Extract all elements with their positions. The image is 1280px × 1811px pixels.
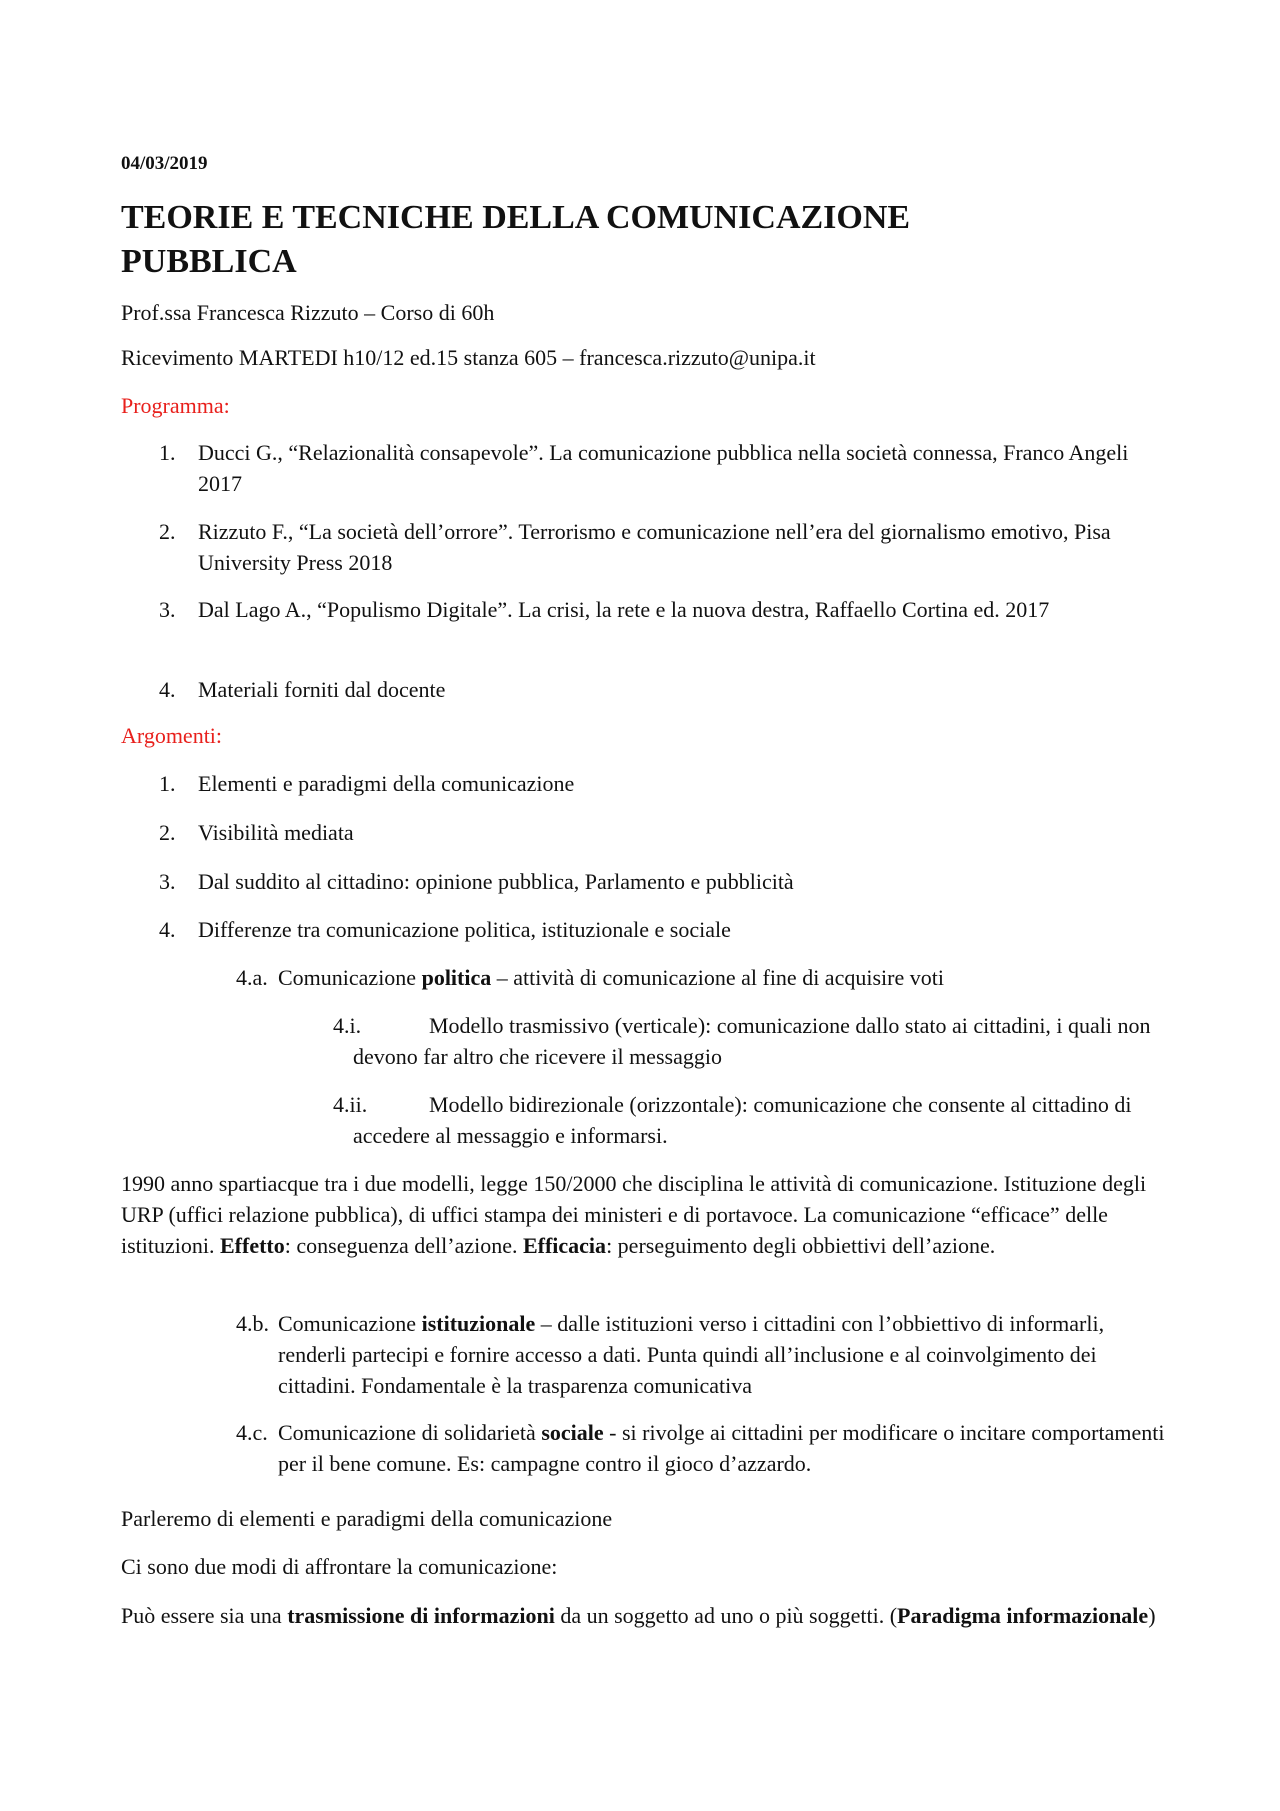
list-number: 2. bbox=[159, 519, 176, 544]
sub-number: 4.a. bbox=[236, 965, 268, 990]
office-hours-line: Ricevimento MARTEDI h10/12 ed.15 stanza 605 – francesca.rizzuto@unipa.it bbox=[121, 345, 816, 370]
list-number: 4. bbox=[159, 917, 176, 942]
list-text: Differenze tra comunicazione politica, istituzionale e sociale bbox=[198, 917, 731, 942]
professor-line: Prof.ssa Francesca Rizzuto – Corso di 60h bbox=[121, 300, 495, 325]
page-title: TEORIE E TECNICHE DELLA COMUNICAZIONE PUBBLICA bbox=[121, 199, 911, 280]
paragraph-parleremo: Parleremo di elementi e paradigmi della comunicazione bbox=[121, 1506, 613, 1531]
roman-number: 4.ii. bbox=[333, 1092, 368, 1117]
list-number: 1. bbox=[159, 771, 176, 796]
list-number: 1. bbox=[159, 440, 176, 465]
argomenti-heading: Argomenti: bbox=[121, 723, 223, 748]
sub-number: 4.c. bbox=[236, 1420, 268, 1445]
sub-number: 4.b. bbox=[236, 1311, 269, 1336]
list-text: Elementi e paradigmi della comunicazione bbox=[198, 771, 575, 796]
sub-text: Comunicazione di solidarietà sociale - si rivolge ai cittadini per modificare o incitare comportamenti per il bene comune. Es: campagne contro il gioco d’azzardo. bbox=[278, 1420, 1165, 1476]
paragraph-modi: Ci sono due modi di affrontare la comunicazione: bbox=[121, 1554, 558, 1579]
list-text: Visibilità mediata bbox=[198, 820, 354, 845]
roman-text: Modello bidirezionale (orizzontale): comunicazione che consente al cittadino di accedere al messaggio e informarsi. bbox=[353, 1092, 1132, 1148]
list-text: Dal Lago A., “Populismo Digitale”. La crisi, la rete e la nuova destra, Raffaello Cortina ed. 2017 bbox=[198, 597, 1050, 622]
list-text: Rizzuto F., “La società dell’orrore”. Terrorismo e comunicazione nell’era del giornalismo emotivo, Pisa University Press 2018 bbox=[198, 519, 1111, 575]
list-number: 3. bbox=[159, 869, 176, 894]
list-number: 2. bbox=[159, 820, 176, 845]
document-date: 04/03/2019 bbox=[121, 153, 208, 174]
programma-heading: Programma: bbox=[121, 393, 230, 418]
sub-text: Comunicazione istituzionale – dalle istituzioni verso i cittadini con l’obbiettivo di informarli, renderli partecipi e fornire accesso a dati. Punta quindi all’inclusione e al coinvolgimento dei cittadini. Fondamentale è la trasparenza comunicativa bbox=[278, 1311, 1105, 1398]
list-text: Ducci G., “Relazionalità consapevole”. La comunicazione pubblica nella società connessa, Franco Angeli 2017 bbox=[198, 440, 1129, 496]
sub-text: Comunicazione politica – attività di comunicazione al fine di acquisire voti bbox=[278, 965, 944, 990]
list-number: 3. bbox=[159, 597, 176, 622]
roman-text: Modello trasmissivo (verticale): comunicazione dallo stato ai cittadini, i quali non devono far altro che ricevere il messaggio bbox=[353, 1013, 1151, 1069]
list-text: Materiali forniti dal docente bbox=[198, 677, 446, 702]
paragraph-1990: 1990 anno spartiacque tra i due modelli, legge 150/2000 che disciplina le attività di comunicazione. Istituzione degli URP (uffici relazione pubblica), di uffici stampa dei ministeri e di portavoce. La comunicazione “efficace” delle istituzioni. Effetto: conseguenza dell’azione. Efficacia: perseguimento degli obbiettivi dell’azione. bbox=[121, 1171, 1147, 1258]
roman-number: 4.i. bbox=[333, 1013, 362, 1038]
list-text: Dal suddito al cittadino: opinione pubblica, Parlamento e pubblicità bbox=[198, 869, 794, 894]
list-number: 4. bbox=[159, 677, 176, 702]
paragraph-puo: Può essere sia una trasmissione di informazioni da un soggetto ad uno o più soggetti. (Paradigma informazionale) bbox=[121, 1603, 1156, 1628]
